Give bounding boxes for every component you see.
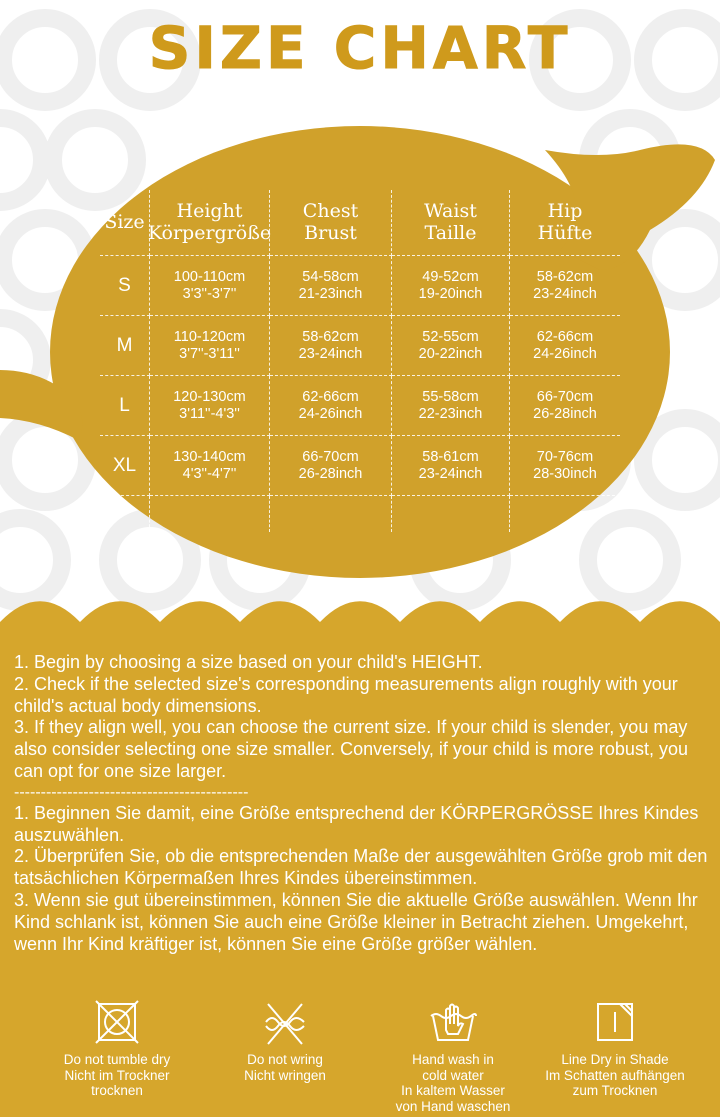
header-size: Size: [100, 190, 150, 256]
height-cell: 110-120cm 3'7''-3'11'': [150, 316, 270, 376]
hip-cell: 70-76cm 28-30inch: [510, 436, 620, 496]
care-label: Line Dry in Shade: [561, 1052, 669, 1067]
empty-cell: [510, 496, 620, 532]
care-label: trocknen: [91, 1083, 143, 1098]
care-label: Nicht im Trockner: [64, 1067, 170, 1083]
empty-cell: [392, 496, 510, 532]
waist-cell: 58-61cm 23-24inch: [392, 436, 510, 496]
waist-cell: 52-55cm 20-22inch: [392, 316, 510, 376]
hip-cell: 62-66cm 24-26inch: [510, 316, 620, 376]
care-label: Hand wash in: [412, 1052, 494, 1067]
page-title: SIZE CHART: [148, 14, 572, 82]
size-cell: L: [100, 376, 150, 436]
line-dry-shade-icon: [590, 1000, 640, 1048]
instruction-en-3: 3. If they align well, you can choose the current size. If your child is slender, you may also consider selecting one size smaller. Conversely, if your child is more robust, you can opt for one size larger.: [14, 717, 688, 781]
care-label: zum Trocknen: [572, 1083, 658, 1098]
size-cell: S: [100, 256, 150, 316]
hand-wash-icon: [428, 1000, 478, 1048]
empty-cell: [270, 496, 392, 532]
care-item-tumble: [42, 1000, 192, 1099]
empty-cell: [100, 496, 150, 532]
care-item-wring: [210, 1000, 360, 1083]
chest-cell: 62-66cm 24-26inch: [270, 376, 392, 436]
instruction-de-2: 2. Überprüfen Sie, ob die entsprechenden Maße der ausgewählten Größe grob mit den tatsächlichen Körpermaßen Ihres Kindes übereinstimmen.: [14, 846, 708, 889]
empty-cell: [150, 496, 270, 532]
size-cell: XL: [100, 436, 150, 496]
instructions-block: [14, 652, 714, 955]
care-item-linedry: [540, 1000, 690, 1099]
chest-cell: 58-62cm 23-24inch: [270, 316, 392, 376]
chest-cell: 54-58cm 21-23inch: [270, 256, 392, 316]
instruction-en-1: 1. Begin by choosing a size based on your child's HEIGHT.: [14, 652, 483, 672]
height-cell: 120-130cm 3'11''-4'3'': [150, 376, 270, 436]
chest-cell: 66-70cm 26-28inch: [270, 436, 392, 496]
instruction-en-2: 2. Check if the selected size's corresponding measurements align roughly with your child's actual body dimensions.: [14, 673, 678, 716]
care-label: In kaltem Wasser: [401, 1083, 505, 1098]
waist-cell: 49-52cm 19-20inch: [392, 256, 510, 316]
care-label: Do not wring: [247, 1052, 323, 1067]
no-wring-icon: [260, 1000, 310, 1048]
header-waist: Waist Taille: [392, 190, 510, 256]
care-label: Do not tumble dry: [63, 1052, 171, 1067]
header-chest: Chest Brust: [270, 190, 392, 256]
divider: --------------------------------------------: [14, 783, 249, 801]
size-table: [100, 190, 620, 532]
no-tumble-dry-icon: [92, 1000, 142, 1048]
instruction-de-1: 1. Beginnen Sie damit, eine Größe entsprechend der KÖRPERGRÖSSE Ihres Kindes auszuwählen.: [14, 802, 699, 845]
hip-cell: 66-70cm 26-28inch: [510, 376, 620, 436]
care-label: von Hand waschen: [395, 1098, 511, 1114]
care-label: Nicht wringen: [244, 1067, 326, 1083]
header-height: Height Körpergröße: [150, 190, 270, 256]
care-label: Im Schatten aufhängen: [545, 1067, 685, 1083]
size-cell: M: [100, 316, 150, 376]
instruction-de-3: 3. Wenn sie gut übereinstimmen, können Sie die aktuelle Größe auswählen. Wenn Ihr Kind schlank ist, können Sie auch eine Größe kleiner in Betracht ziehen. Umgekehrt, wenn Ihr Kind kräftiger ist, können Sie eine Größe größer wählen.: [14, 889, 698, 954]
height-cell: 130-140cm 4'3''-4'7'': [150, 436, 270, 496]
waist-cell: 55-58cm 22-23inch: [392, 376, 510, 436]
care-label: cold water: [422, 1067, 484, 1083]
header-hip: Hip Hüfte: [510, 190, 620, 256]
care-item-handwash: [378, 1000, 528, 1114]
care-instructions: [0, 1000, 720, 1114]
height-cell: 100-110cm 3'3''-3'7'': [150, 256, 270, 316]
hip-cell: 58-62cm 23-24inch: [510, 256, 620, 316]
